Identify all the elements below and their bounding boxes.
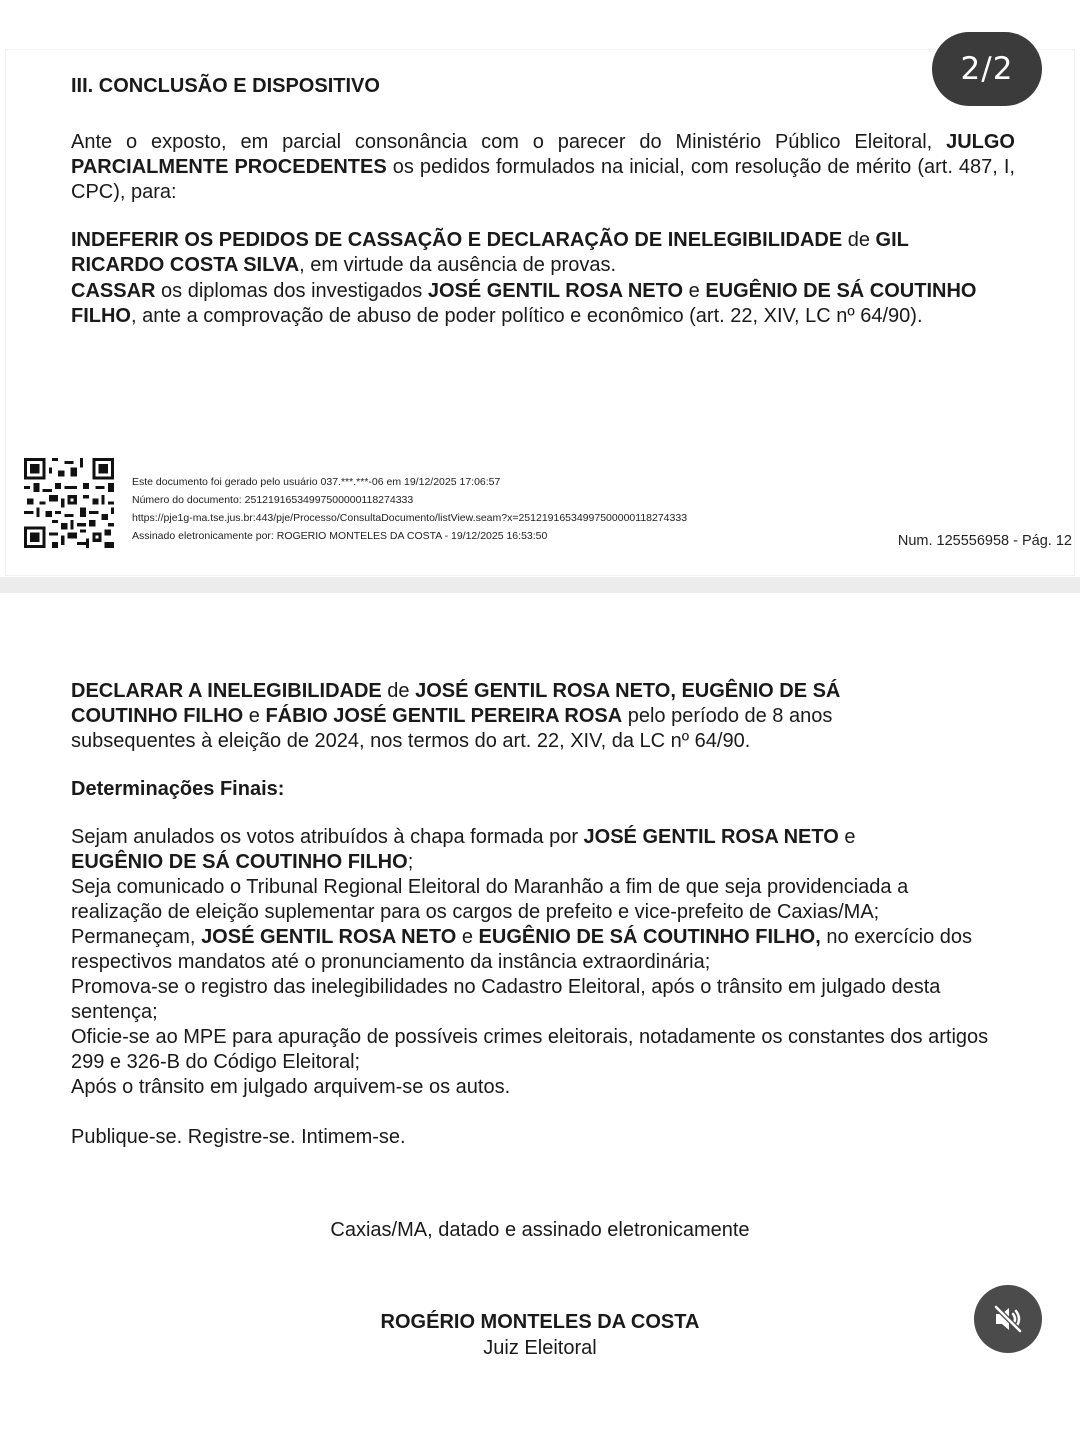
muted-speaker-icon [990, 1301, 1026, 1337]
determinations-list [71, 825, 1021, 1100]
mute-button[interactable] [974, 1285, 1042, 1353]
document-page-12 [6, 50, 1074, 575]
disposition-item-indeferir: INDEFERIR OS PEDIDOS DE CASSAÇÃO E DECLARAÇÃO DE INELEGIBILIDADE de GIL RICARDO COSTA SILVA, em virtude da ausência de provas. [71, 229, 909, 276]
signed-by-line: Assinado eletronicamente por: ROGERIO MONTELES DA COSTA - 19/12/2025 16:53:50 [132, 530, 548, 542]
page-counter-badge: 2/2 [932, 32, 1042, 106]
determination-item: Promova-se o registro das inelegibilidades no Cadastro Eleitoral, após o trânsito em julgado desta sentença; [71, 976, 941, 1023]
generated-by-line: Este documento foi gerado pelo usuário 037.***.***-06 em 19/12/2025 17:06:57 [132, 476, 501, 488]
electronic-signature-footer [132, 473, 687, 545]
final-determinations-heading: Determinações Finais: [71, 778, 285, 800]
page-number: Num. 125556958 - Pág. 12 [897, 533, 1072, 549]
place-and-date: Caxias/MA, datado e assinado eletronicamente [330, 1219, 750, 1241]
document-number-line: Número do documento: 25121916534997500000118274333 [132, 494, 414, 506]
determination-item: Permaneçam, JOSÉ GENTIL ROSA NETO e EUGÊNIO DE SÁ COUTINHO FILHO, no exercício dos respectivos mandatos até o pronunciamento da instância extraordinária; [71, 926, 972, 973]
determination-item: Seja comunicado o Tribunal Regional Eleitoral do Maranhão a fim de que seja providenciada a realização de eleição suplementar para os cargos de prefeito e vice-prefeito de Caxias/MA; [71, 876, 909, 923]
page-divider [0, 577, 1080, 593]
section-heading: III. CONCLUSÃO E DISPOSITIVO [71, 75, 380, 97]
document-page-13 [6, 595, 1074, 1385]
signer-title: Juiz Eleitoral [483, 1337, 597, 1359]
signer-name: ROGÉRIO MONTELES DA COSTA [380, 1311, 700, 1333]
document-url-line[interactable]: https://pje1g-ma.tse.jus.br:443/pje/Processo/ConsultaDocumento/listView.seam?x=25121916534997500000118274333 [132, 512, 688, 524]
publication-order: Publique-se. Registre-se. Intimem-se. [71, 1126, 406, 1148]
disposition-item-declarar: DECLARAR A INELEGIBILIDADE de JOSÉ GENTIL ROSA NETO, EUGÊNIO DE SÁ COUTINHO FILHO e FÁBIO JOSÉ GENTIL PEREIRA ROSA pelo período de 8 anos subsequentes à eleição de 2024, nos termos do art. 22, XIV, da LC nº 64/90. [71, 680, 841, 752]
determination-item: Após o trânsito em julgado arquivem-se os autos. [71, 1076, 511, 1098]
determination-item: Sejam anulados os votos atribuídos à chapa formada por JOSÉ GENTIL ROSA NETO e EUGÊNIO DE SÁ COUTINHO FILHO; [71, 826, 856, 873]
disposition-item-cassar: CASSAR os diplomas dos investigados JOSÉ GENTIL ROSA NETO e EUGÊNIO DE SÁ COUTINHO FILHO, ante a comprovação de abuso de poder político e econômico (art. 22, XIV, LC nº 64/90). [71, 280, 977, 327]
qr-code-icon [24, 458, 114, 548]
determination-item: Oficie-se ao MPE para apuração de possíveis crimes eleitorais, notadamente os constantes dos artigos 299 e 326-B do Código Eleitoral; [71, 1026, 989, 1073]
intro-paragraph: Ante o exposto, em parcial consonância com o parecer do Ministério Público Eleitoral, JULGO PARCIALMENTE PROCEDENTES os pedidos formulados na inicial, com resolução de mérito (art. 487, I, CPC), para: [71, 131, 1015, 203]
